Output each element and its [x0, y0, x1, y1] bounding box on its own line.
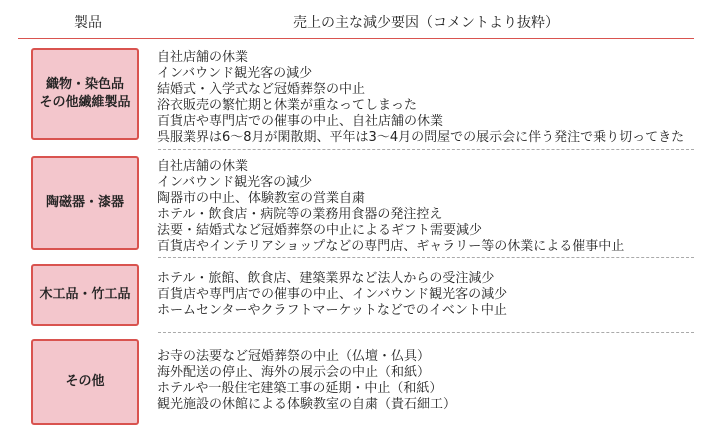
reason-item: ホテルや一般住宅建築工事の延期・中止（和紙）	[157, 381, 443, 396]
reason-item: 浴衣販売の繁忙期と休業が重なってしまった	[157, 98, 418, 113]
reasons-list	[157, 50, 684, 146]
category-box-textiles	[31, 48, 139, 140]
category-label: 木工品・竹工品	[39, 287, 131, 302]
reason-item: ホテル・飲食店・病院等の業務用食器の発注控え	[157, 207, 443, 222]
reason-item: インバウンド観光客の減少	[157, 66, 313, 81]
header-reasons: 売上の主な減少要因（コメントより抜粋）	[293, 15, 559, 31]
reason-item: 百貨店や専門店での催事の中止、インバウンド観光客の減少	[157, 287, 508, 302]
table-row	[18, 150, 694, 258]
category-box-ceramics	[31, 156, 139, 250]
reason-item: 自社店舗の休業	[157, 50, 249, 65]
table-row	[18, 258, 694, 333]
reason-item: ホテル・旅館、飲食店、建築業界など法人からの受注減少	[157, 271, 495, 286]
category-label: その他繊維製品	[39, 95, 131, 110]
reason-item: 百貨店やインテリアショップなどの専門店、ギャラリー等の休業による催事中止	[157, 239, 625, 254]
reason-item: 百貨店や専門店での催事の中止、自社店舗の休業	[157, 114, 444, 129]
reason-item: 呉服業界は6～8月が閑散期、平年は3～4月の問屋での展示会に伴う発注で乗り切ってきた	[157, 130, 685, 145]
reason-item: お寺の法要など冠婚葬祭の中止（仏壇・仏具）	[157, 349, 431, 364]
reason-item: 観光施設の休館による体験教室の自粛（貴石細工）	[157, 397, 457, 412]
reason-item: 結婚式・入学式など冠婚葬祭の中止	[157, 82, 366, 97]
reasons-list	[157, 271, 507, 319]
reason-item: 陶器市の中止、体験教室の営業自粛	[157, 191, 366, 206]
reason-item: 自社店舗の休業	[157, 159, 249, 174]
table-row	[18, 44, 694, 150]
category-box-woodwork	[31, 264, 139, 326]
category-label: 陶磁器・漆器	[45, 195, 124, 210]
category-label: その他	[65, 374, 105, 389]
reason-item: ホームセンターやクラフトマーケットなどでのイベント中止	[157, 303, 507, 318]
table-header	[18, 0, 694, 39]
reason-item: 海外配送の停止、海外の展示会の中止（和紙）	[157, 365, 431, 380]
reason-item: インバウンド観光客の減少	[157, 175, 313, 190]
category-box-other	[31, 339, 139, 425]
reason-item: 法要・結婚式など冠婚葬祭の中止によるギフト需要減少	[157, 223, 483, 238]
table-row	[18, 333, 694, 433]
reasons-list	[157, 159, 624, 255]
header-product: 製品	[74, 15, 102, 31]
reasons-list	[157, 349, 456, 413]
category-label: 織物・染色品	[45, 77, 124, 92]
